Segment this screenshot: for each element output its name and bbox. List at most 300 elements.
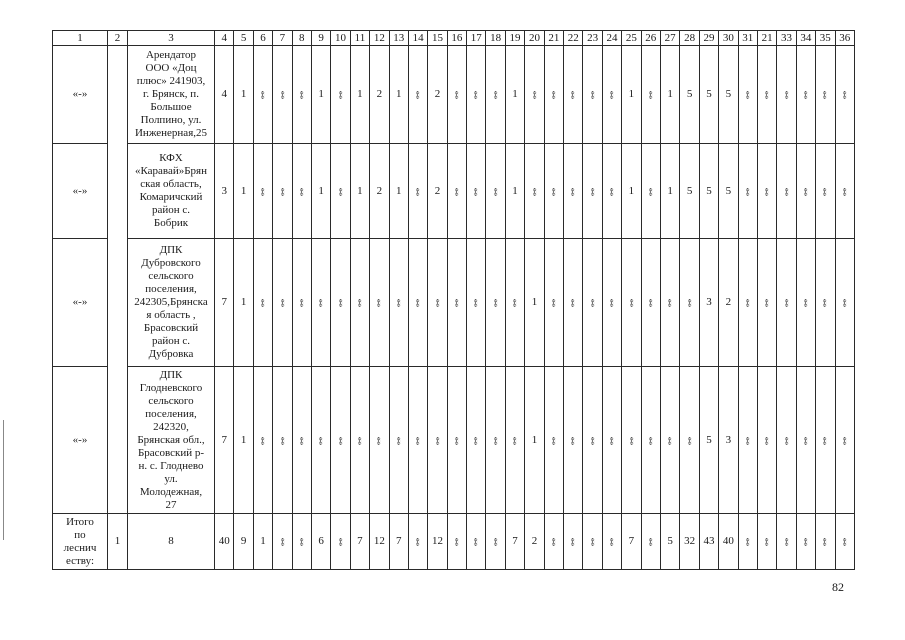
- value-cell: [544, 239, 563, 367]
- header-cell: 19: [505, 31, 524, 46]
- header-cell: 13: [389, 31, 408, 46]
- value-cell: [370, 367, 389, 514]
- value-cell: [816, 46, 835, 144]
- text-line: район с.: [151, 204, 191, 216]
- header-cell: 27: [660, 31, 679, 46]
- dash-mark: «-»: [568, 436, 578, 444]
- dash-mark: «-»: [607, 436, 617, 444]
- value-cell: [641, 367, 660, 514]
- total-value-cell: [641, 514, 660, 570]
- text-line: Полпино, ул.: [140, 114, 202, 126]
- value-cell: [583, 144, 602, 239]
- text-line: 242320,: [153, 420, 189, 433]
- value-cell: [777, 144, 796, 239]
- header-cell: 15: [428, 31, 447, 46]
- value-cell: [777, 239, 796, 367]
- dash-mark: «-»: [336, 90, 346, 99]
- dash-mark: «-»: [840, 537, 850, 546]
- text-line: я область ,: [146, 309, 196, 321]
- total-value-cell: 7: [622, 514, 641, 570]
- dash-mark: «-»: [801, 298, 811, 307]
- total-value-cell: [757, 514, 776, 570]
- value-cell: [738, 46, 757, 144]
- header-cell: 4: [215, 31, 234, 46]
- value-cell: [796, 239, 815, 367]
- header-cell: 30: [719, 31, 738, 46]
- value-cell: [777, 46, 796, 144]
- value-cell: 3: [215, 144, 234, 239]
- text-line: 242305,Брянска: [134, 296, 208, 308]
- total-value-cell: [331, 514, 350, 570]
- value-cell: [816, 239, 835, 367]
- value-cell: 2: [428, 144, 447, 239]
- value-cell: [602, 367, 621, 514]
- value-cell: [273, 367, 292, 514]
- header-cell: 33: [777, 31, 796, 46]
- value-cell: 1: [311, 144, 330, 239]
- header-row: [53, 31, 855, 46]
- value-cell: [273, 144, 292, 239]
- dash-mark: «-»: [258, 90, 268, 99]
- text-line: Дубровка: [148, 348, 194, 360]
- total-value-cell: [796, 514, 815, 570]
- dash-mark: «-»: [297, 298, 307, 307]
- total-value-cell: [583, 514, 602, 570]
- value-cell: [408, 144, 427, 239]
- dash-mark: «-»: [491, 537, 501, 546]
- dash-mark: «-»: [471, 90, 481, 99]
- organization-cell: [128, 46, 215, 144]
- value-cell: 2: [370, 46, 389, 144]
- value-cell: [816, 144, 835, 239]
- header-cell: 24: [602, 31, 621, 46]
- value-cell: 7: [215, 239, 234, 367]
- value-cell: [660, 367, 679, 514]
- dash-mark: «-»: [394, 298, 404, 307]
- dash-mark: «-»: [336, 298, 346, 307]
- value-cell: [525, 46, 544, 144]
- value-cell: [738, 144, 757, 239]
- header-cell: 11: [350, 31, 369, 46]
- text-line: 27: [165, 498, 177, 511]
- dash-mark: «-»: [549, 187, 559, 195]
- value-cell: 5: [680, 144, 699, 239]
- dash-mark: «-»: [840, 187, 850, 195]
- dash-mark: «-»: [782, 187, 792, 195]
- header-cell: 17: [467, 31, 486, 46]
- value-cell: [564, 46, 583, 144]
- dash-mark: «-»: [801, 90, 811, 99]
- total-value-cell: 7: [389, 514, 408, 570]
- dash-mark: «-»: [549, 537, 559, 546]
- value-cell: 1: [389, 144, 408, 239]
- text-line: еству:: [65, 554, 95, 567]
- header-cell: 28: [680, 31, 699, 46]
- dash-mark: «-»: [491, 298, 501, 307]
- dash-mark: «-»: [743, 537, 753, 546]
- dash-mark: «-»: [743, 298, 753, 307]
- value-cell: 1: [505, 46, 524, 144]
- dash-mark: «-»: [355, 298, 365, 307]
- value-cell: [370, 239, 389, 367]
- header-cell: 25: [622, 31, 641, 46]
- value-cell: 1: [234, 239, 253, 367]
- value-cell: [447, 144, 466, 239]
- value-cell: [505, 239, 524, 367]
- dash-mark: «-»: [452, 298, 462, 307]
- header-cell: 3: [128, 31, 215, 46]
- total-value-cell: 7: [505, 514, 524, 570]
- value-cell: [622, 239, 641, 367]
- dash-mark: «-»: [588, 90, 598, 99]
- value-cell: [331, 367, 350, 514]
- value-cell: [835, 239, 854, 367]
- value-cell: 5: [719, 46, 738, 144]
- value-cell: [467, 46, 486, 144]
- total-value-cell: 43: [699, 514, 718, 570]
- total-row: [53, 514, 855, 570]
- dash-mark: «-»: [549, 436, 559, 444]
- header-cell: 14: [408, 31, 427, 46]
- header-cell: 23: [583, 31, 602, 46]
- value-cell: 1: [660, 46, 679, 144]
- total-value-cell: 32: [680, 514, 699, 570]
- header-cell: 21: [544, 31, 563, 46]
- dash-mark: «-»: [646, 537, 656, 546]
- value-cell: [796, 46, 815, 144]
- value-cell: 1: [389, 46, 408, 144]
- dash-mark: «-»: [568, 537, 578, 546]
- value-cell: 1: [505, 144, 524, 239]
- value-cell: [544, 367, 563, 514]
- dash-mark: «-»: [646, 187, 656, 195]
- value-cell: 1: [311, 46, 330, 144]
- value-cell: [428, 239, 447, 367]
- page-number: 82: [832, 580, 844, 594]
- header-cell: 29: [699, 31, 718, 46]
- dash-mark: «-»: [471, 187, 481, 195]
- value-cell: 2: [719, 239, 738, 367]
- dash-mark: «-»: [646, 298, 656, 307]
- value-cell: [738, 239, 757, 367]
- dash-mark: «-»: [840, 90, 850, 99]
- value-cell: [467, 239, 486, 367]
- value-cell: [816, 367, 835, 514]
- dash-mark: «-»: [743, 90, 753, 99]
- value-cell: [292, 144, 311, 239]
- value-cell: [350, 239, 369, 367]
- value-cell: [389, 367, 408, 514]
- header-cell: 10: [331, 31, 350, 46]
- value-cell: [486, 144, 505, 239]
- value-cell: [622, 367, 641, 514]
- value-cell: [486, 46, 505, 144]
- number-cell: [108, 239, 128, 367]
- type-cell: «-»: [53, 46, 108, 144]
- dash-mark: «-»: [840, 298, 850, 307]
- text-line: Брянская обл.,: [137, 433, 205, 446]
- header-cell: 12: [370, 31, 389, 46]
- dash-mark: «-»: [336, 537, 346, 546]
- value-cell: 1: [350, 144, 369, 239]
- dash-mark: «-»: [413, 436, 423, 444]
- dash-mark: «-»: [471, 298, 481, 307]
- dash-mark: «-»: [529, 90, 539, 99]
- text-line: ООО «Доц: [145, 62, 197, 74]
- dash-mark: «-»: [743, 187, 753, 195]
- dash-mark: «-»: [782, 90, 792, 99]
- dash-mark: «-»: [413, 187, 423, 195]
- total-value-cell: [408, 514, 427, 570]
- header-cell: 34: [796, 31, 815, 46]
- dash-mark: «-»: [336, 436, 346, 444]
- total-value-cell: 9: [234, 514, 253, 570]
- dash-mark: «-»: [685, 436, 695, 444]
- header-cell: 1: [53, 31, 108, 46]
- dash-mark: «-»: [568, 298, 578, 307]
- table-row: [53, 144, 855, 239]
- dash-mark: «-»: [277, 90, 287, 99]
- value-cell: 1: [622, 46, 641, 144]
- total-value-cell: [564, 514, 583, 570]
- dash-mark: «-»: [510, 436, 520, 444]
- value-cell: [796, 144, 815, 239]
- value-cell: [680, 367, 699, 514]
- text-line: Бобрик: [153, 217, 189, 229]
- dash-mark: «-»: [452, 537, 462, 546]
- value-cell: 1: [525, 367, 544, 514]
- total-value-cell: 12: [428, 514, 447, 570]
- dash-mark: «-»: [762, 298, 772, 307]
- dash-mark: «-»: [782, 436, 792, 444]
- value-cell: [408, 367, 427, 514]
- dash-mark: «-»: [820, 90, 830, 99]
- dash-mark: «-»: [840, 436, 850, 444]
- dash-mark: «-»: [607, 537, 617, 546]
- dash-mark: «-»: [820, 537, 830, 546]
- header-cell: 9: [311, 31, 330, 46]
- total-value-cell: 5: [660, 514, 679, 570]
- value-cell: [486, 367, 505, 514]
- text-line: КФХ: [159, 152, 183, 164]
- text-line: Арендатор: [145, 49, 197, 61]
- dash-mark: «-»: [665, 298, 675, 307]
- dash-mark: «-»: [646, 436, 656, 444]
- value-cell: [389, 239, 408, 367]
- dash-mark: «-»: [820, 187, 830, 195]
- dash-mark: «-»: [665, 436, 675, 444]
- total-count-cell: 8: [128, 514, 215, 570]
- dash-mark: «-»: [471, 537, 481, 546]
- value-cell: [253, 144, 272, 239]
- dash-mark: «-»: [258, 436, 268, 444]
- value-cell: [777, 367, 796, 514]
- number-cell: [108, 144, 128, 239]
- header-cell: 5: [234, 31, 253, 46]
- value-cell: [680, 239, 699, 367]
- dash-mark: «-»: [549, 90, 559, 99]
- value-cell: [583, 239, 602, 367]
- value-cell: [292, 367, 311, 514]
- value-cell: [408, 239, 427, 367]
- value-cell: 2: [428, 46, 447, 144]
- text-line: поселения,: [145, 283, 197, 295]
- text-line: Молодежная,: [139, 485, 203, 498]
- value-cell: [544, 144, 563, 239]
- header-cell: 36: [835, 31, 854, 46]
- dash-mark: «-»: [762, 90, 772, 99]
- dash-mark: «-»: [549, 298, 559, 307]
- value-cell: [602, 46, 621, 144]
- dash-mark: «-»: [762, 436, 772, 444]
- header-cell: 26: [641, 31, 660, 46]
- value-cell: [331, 144, 350, 239]
- total-value-cell: [544, 514, 563, 570]
- value-cell: [505, 367, 524, 514]
- total-value-cell: [835, 514, 854, 570]
- value-cell: 7: [215, 367, 234, 514]
- scan-artifact-line: [3, 420, 4, 540]
- value-cell: 5: [699, 46, 718, 144]
- table-row: [53, 46, 855, 144]
- organization-cell: [128, 367, 215, 514]
- header-cell: 2: [108, 31, 128, 46]
- dash-mark: «-»: [626, 298, 636, 307]
- value-cell: [467, 144, 486, 239]
- dash-mark: «-»: [471, 436, 481, 444]
- value-cell: [447, 367, 466, 514]
- text-line: Комаричский: [139, 191, 203, 203]
- value-cell: [544, 46, 563, 144]
- value-cell: [525, 144, 544, 239]
- dash-mark: «-»: [374, 298, 384, 307]
- text-line: ская область,: [140, 178, 202, 190]
- dash-mark: «-»: [529, 187, 539, 195]
- total-value-cell: 7: [350, 514, 369, 570]
- dash-mark: «-»: [432, 436, 442, 444]
- value-cell: [331, 239, 350, 367]
- value-cell: [835, 46, 854, 144]
- text-line: район с.: [151, 335, 191, 347]
- dash-mark: «-»: [646, 90, 656, 99]
- value-cell: 1: [234, 367, 253, 514]
- dash-mark: «-»: [452, 187, 462, 195]
- total-value-cell: 6: [311, 514, 330, 570]
- total-value-cell: [292, 514, 311, 570]
- value-cell: 5: [719, 144, 738, 239]
- text-line: сельского: [148, 394, 194, 407]
- value-cell: [641, 46, 660, 144]
- dash-mark: «-»: [491, 187, 501, 195]
- value-cell: [757, 367, 776, 514]
- dash-mark: «-»: [316, 298, 326, 307]
- value-cell: [447, 46, 466, 144]
- total-value-cell: 40: [719, 514, 738, 570]
- value-cell: [757, 144, 776, 239]
- value-cell: 1: [350, 46, 369, 144]
- total-value-cell: [273, 514, 292, 570]
- forestry-table: [52, 30, 855, 570]
- dash-mark: «-»: [277, 436, 287, 444]
- value-cell: 1: [525, 239, 544, 367]
- dash-mark: «-»: [588, 436, 598, 444]
- total-number-cell: 1: [108, 514, 128, 570]
- organization-cell: [128, 144, 215, 239]
- dash-mark: «-»: [820, 298, 830, 307]
- header-cell: 6: [253, 31, 272, 46]
- value-cell: [253, 46, 272, 144]
- text-line: сельского: [148, 270, 194, 282]
- dash-mark: «-»: [394, 436, 404, 444]
- dash-mark: «-»: [277, 187, 287, 195]
- value-cell: [602, 239, 621, 367]
- value-cell: [796, 367, 815, 514]
- dash-mark: «-»: [258, 298, 268, 307]
- dash-mark: «-»: [413, 298, 423, 307]
- dash-mark: «-»: [801, 187, 811, 195]
- value-cell: [583, 367, 602, 514]
- dash-mark: «-»: [782, 537, 792, 546]
- dash-mark: «-»: [491, 436, 501, 444]
- dash-mark: «-»: [374, 436, 384, 444]
- table-row: [53, 239, 855, 367]
- value-cell: 5: [680, 46, 699, 144]
- value-cell: [253, 367, 272, 514]
- total-value-cell: [816, 514, 835, 570]
- dash-mark: «-»: [452, 90, 462, 99]
- header-cell: 18: [486, 31, 505, 46]
- dash-mark: «-»: [355, 436, 365, 444]
- value-cell: [311, 239, 330, 367]
- text-line: Итого: [66, 515, 94, 528]
- value-cell: [292, 239, 311, 367]
- value-cell: [835, 367, 854, 514]
- dash-mark: «-»: [297, 187, 307, 195]
- value-cell: 1: [234, 144, 253, 239]
- dash-mark: «-»: [316, 436, 326, 444]
- dash-mark: «-»: [413, 537, 423, 546]
- dash-mark: «-»: [588, 187, 598, 195]
- total-value-cell: [738, 514, 757, 570]
- value-cell: [641, 144, 660, 239]
- dash-mark: «-»: [568, 187, 578, 195]
- value-cell: [738, 367, 757, 514]
- header-cell: 21: [757, 31, 776, 46]
- dash-mark: «-»: [782, 298, 792, 307]
- total-value-cell: [486, 514, 505, 570]
- dash-mark: «-»: [685, 298, 695, 307]
- value-cell: [564, 144, 583, 239]
- value-cell: [660, 239, 679, 367]
- total-value-cell: 40: [215, 514, 234, 570]
- total-value-cell: [602, 514, 621, 570]
- text-line: плюс» 241903,: [136, 75, 206, 87]
- value-cell: [564, 239, 583, 367]
- header-cell: 7: [273, 31, 292, 46]
- value-cell: [602, 144, 621, 239]
- value-cell: [757, 239, 776, 367]
- text-line: ДПК: [159, 368, 183, 381]
- text-line: Большое: [150, 101, 192, 113]
- dash-mark: «-»: [258, 187, 268, 195]
- dash-mark: «-»: [568, 90, 578, 99]
- dash-mark: «-»: [820, 436, 830, 444]
- dash-mark: «-»: [336, 187, 346, 195]
- dash-mark: «-»: [297, 90, 307, 99]
- total-label-cell: [53, 514, 108, 570]
- total-value-cell: 2: [525, 514, 544, 570]
- dash-mark: «-»: [801, 537, 811, 546]
